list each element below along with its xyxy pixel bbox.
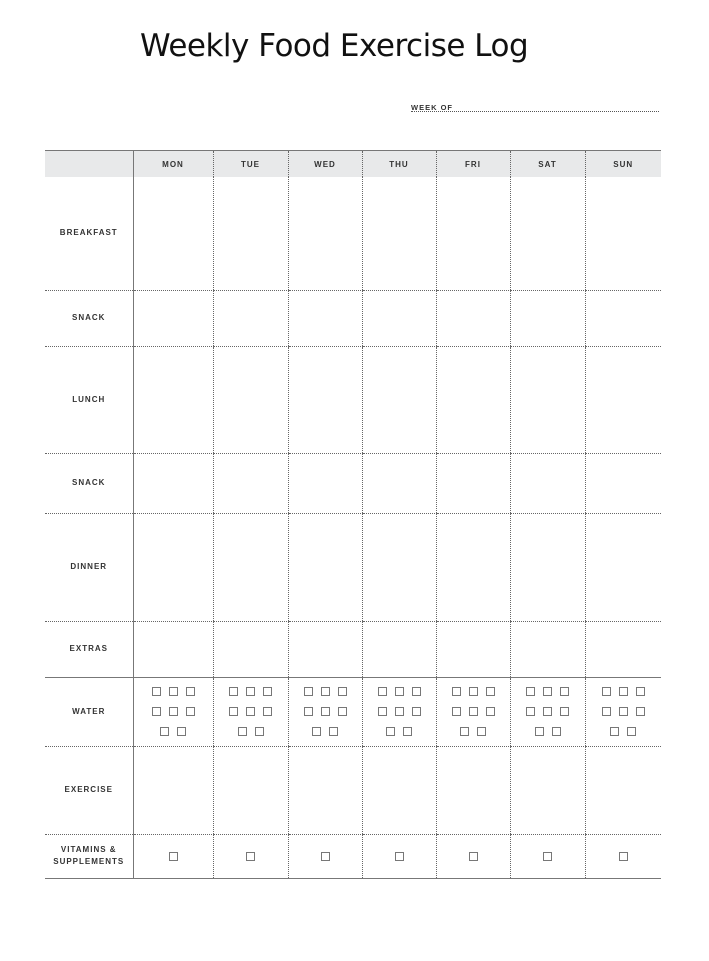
water-checkbox-thu-1[interactable] — [378, 687, 387, 696]
water-checkbox-thu-3[interactable] — [412, 687, 421, 696]
water-row — [45, 677, 661, 746]
water-checkbox-sat-7[interactable] — [535, 727, 544, 736]
dinner-cell-sun[interactable] — [585, 513, 661, 621]
vitamins-checkbox-sun[interactable] — [619, 852, 628, 861]
lunch-cell-sat[interactable] — [510, 346, 585, 453]
exercise-cell-thu[interactable] — [362, 746, 436, 834]
page-title: Weekly Food Exercise Log — [140, 28, 529, 64]
water-checkbox-sun-2[interactable] — [619, 687, 628, 696]
water-checkbox-wed-1[interactable] — [304, 687, 313, 696]
row-label-exercise: EXERCISE — [45, 746, 133, 834]
water-checkbox-sat-3[interactable] — [560, 687, 569, 696]
water-checkbox-sun-6[interactable] — [636, 707, 645, 716]
extras-cell-thu[interactable] — [362, 621, 436, 677]
lunch-cell-fri[interactable] — [436, 346, 510, 453]
water-checkbox-fri-5[interactable] — [469, 707, 478, 716]
water-checkbox-tue-7[interactable] — [238, 727, 247, 736]
water-cell-sat[interactable] — [510, 677, 585, 746]
breakfast-cell-sun[interactable] — [585, 177, 661, 290]
dinner-cell-wed[interactable] — [288, 513, 362, 621]
vitamins-cell-sat[interactable] — [510, 834, 585, 878]
water-checkbox-tue-6[interactable] — [263, 707, 272, 716]
water-checkbox-mon-5[interactable] — [169, 707, 178, 716]
snack-1-cell-tue[interactable] — [213, 290, 288, 346]
water-checkbox-fri-6[interactable] — [486, 707, 495, 716]
vitamins-checkbox-fri[interactable] — [469, 852, 478, 861]
extras-cell-fri[interactable] — [436, 621, 510, 677]
vitamins-cell-sun[interactable] — [585, 834, 661, 878]
lunch-cell-thu[interactable] — [362, 346, 436, 453]
extras-row — [45, 621, 661, 677]
breakfast-row — [45, 177, 661, 290]
lunch-cell-tue[interactable] — [213, 346, 288, 453]
water-cell-sun[interactable] — [585, 677, 661, 746]
dinner-cell-sat[interactable] — [510, 513, 585, 621]
exercise-cell-sat[interactable] — [510, 746, 585, 834]
header-day-fri: FRI — [436, 151, 510, 178]
water-checkbox-tue-2[interactable] — [246, 687, 255, 696]
water-checkbox-mon-2[interactable] — [169, 687, 178, 696]
water-checkbox-wed-5[interactable] — [321, 707, 330, 716]
water-checkbox-sat-2[interactable] — [543, 687, 552, 696]
vitamins-cell-wed[interactable] — [288, 834, 362, 878]
water-checkbox-mon-3[interactable] — [186, 687, 195, 696]
snack-1-cell-sun[interactable] — [585, 290, 661, 346]
lunch-row — [45, 346, 661, 453]
water-checkbox-thu-7[interactable] — [386, 727, 395, 736]
row-label-vitamins — [45, 834, 133, 878]
snack-1-cell-wed[interactable] — [288, 290, 362, 346]
row-label-breakfast: BREAKFAST — [45, 177, 133, 290]
vitamins-checkbox-wed[interactable] — [321, 852, 330, 861]
water-cell-tue[interactable] — [213, 677, 288, 746]
vitamins-cell-thu[interactable] — [362, 834, 436, 878]
water-checkbox-tue-8[interactable] — [255, 727, 264, 736]
header-day-mon: MON — [133, 151, 213, 178]
water-checkbox-sun-4[interactable] — [602, 707, 611, 716]
snack-1-cell-fri[interactable] — [436, 290, 510, 346]
row-label-snack-2: SNACK — [45, 453, 133, 513]
food-exercise-log-table — [45, 150, 661, 879]
week-of-label: WEEK OF — [411, 103, 453, 112]
snack-2-cell-fri[interactable] — [436, 453, 510, 513]
snack-2-cell-sun[interactable] — [585, 453, 661, 513]
breakfast-cell-fri[interactable] — [436, 177, 510, 290]
exercise-cell-sun[interactable] — [585, 746, 661, 834]
water-checkbox-fri-1[interactable] — [452, 687, 461, 696]
water-checkbox-sat-5[interactable] — [543, 707, 552, 716]
extras-cell-tue[interactable] — [213, 621, 288, 677]
day-header-row — [45, 151, 661, 178]
exercise-cell-tue[interactable] — [213, 746, 288, 834]
extras-cell-sat[interactable] — [510, 621, 585, 677]
exercise-cell-wed[interactable] — [288, 746, 362, 834]
breakfast-cell-wed[interactable] — [288, 177, 362, 290]
vitamins-checkbox-tue[interactable] — [246, 852, 255, 861]
snack-2-cell-mon[interactable] — [133, 453, 213, 513]
snack-1-cell-mon[interactable] — [133, 290, 213, 346]
row-label-vitamins-line1: VITAMINS & — [60, 845, 117, 854]
water-checkbox-fri-7[interactable] — [460, 727, 469, 736]
header-day-wed: WED — [288, 151, 362, 178]
water-checkbox-wed-7[interactable] — [312, 727, 321, 736]
vitamins-checkbox-sat[interactable] — [543, 852, 552, 861]
breakfast-cell-sat[interactable] — [510, 177, 585, 290]
lunch-cell-mon[interactable] — [133, 346, 213, 453]
water-checkbox-fri-4[interactable] — [452, 707, 461, 716]
water-checkbox-tue-4[interactable] — [229, 707, 238, 716]
snack-1-cell-thu[interactable] — [362, 290, 436, 346]
row-label-vitamins-line2: SUPPLEMENTS — [53, 857, 125, 866]
water-cell-mon[interactable] — [133, 677, 213, 746]
water-checkbox-mon-7[interactable] — [160, 727, 169, 736]
snack-row-1 — [45, 290, 661, 346]
water-checkbox-wed-8[interactable] — [329, 727, 338, 736]
water-checkbox-sat-8[interactable] — [552, 727, 561, 736]
dinner-cell-tue[interactable] — [213, 513, 288, 621]
breakfast-cell-mon[interactable] — [133, 177, 213, 290]
water-checkbox-fri-2[interactable] — [469, 687, 478, 696]
vitamins-cell-tue[interactable] — [213, 834, 288, 878]
week-of-field[interactable] — [411, 97, 659, 112]
water-checkbox-thu-2[interactable] — [395, 687, 404, 696]
water-checkbox-thu-6[interactable] — [412, 707, 421, 716]
extras-cell-sun[interactable] — [585, 621, 661, 677]
snack-row-2 — [45, 453, 661, 513]
dinner-row — [45, 513, 661, 621]
water-checkbox-wed-3[interactable] — [338, 687, 347, 696]
dinner-cell-mon[interactable] — [133, 513, 213, 621]
snack-2-cell-tue[interactable] — [213, 453, 288, 513]
header-day-tue: TUE — [213, 151, 288, 178]
row-label-lunch: LUNCH — [45, 346, 133, 453]
breakfast-cell-thu[interactable] — [362, 177, 436, 290]
water-cell-fri[interactable] — [436, 677, 510, 746]
row-label-water: WATER — [45, 677, 133, 746]
water-checkbox-sun-1[interactable] — [602, 687, 611, 696]
dinner-cell-fri[interactable] — [436, 513, 510, 621]
water-checkbox-wed-6[interactable] — [338, 707, 347, 716]
water-checkbox-sat-6[interactable] — [560, 707, 569, 716]
water-checkbox-mon-1[interactable] — [152, 687, 161, 696]
lunch-cell-wed[interactable] — [288, 346, 362, 453]
water-cell-thu[interactable] — [362, 677, 436, 746]
water-checkbox-thu-5[interactable] — [395, 707, 404, 716]
water-checkbox-sun-8[interactable] — [627, 727, 636, 736]
water-checkbox-mon-8[interactable] — [177, 727, 186, 736]
row-label-dinner: DINNER — [45, 513, 133, 621]
water-checkbox-tue-5[interactable] — [246, 707, 255, 716]
lunch-cell-sun[interactable] — [585, 346, 661, 453]
breakfast-cell-tue[interactable] — [213, 177, 288, 290]
row-label-extras: EXTRAS — [45, 621, 133, 677]
header-day-thu: THU — [362, 151, 436, 178]
exercise-cell-mon[interactable] — [133, 746, 213, 834]
vitamins-checkbox-mon[interactable] — [169, 852, 178, 861]
water-checkbox-sun-7[interactable] — [610, 727, 619, 736]
row-label-snack: SNACK — [45, 290, 133, 346]
water-cell-wed[interactable] — [288, 677, 362, 746]
water-checkbox-mon-6[interactable] — [186, 707, 195, 716]
exercise-cell-fri[interactable] — [436, 746, 510, 834]
header-day-sat: SAT — [510, 151, 585, 178]
header-day-sun: SUN — [585, 151, 661, 178]
water-checkbox-sun-3[interactable] — [636, 687, 645, 696]
snack-2-cell-sat[interactable] — [510, 453, 585, 513]
vitamins-checkbox-thu[interactable] — [395, 852, 404, 861]
water-checkbox-wed-2[interactable] — [321, 687, 330, 696]
vitamins-cell-fri[interactable] — [436, 834, 510, 878]
water-checkbox-sun-5[interactable] — [619, 707, 628, 716]
water-checkbox-thu-4[interactable] — [378, 707, 387, 716]
snack-2-cell-thu[interactable] — [362, 453, 436, 513]
exercise-row — [45, 746, 661, 834]
water-checkbox-fri-8[interactable] — [477, 727, 486, 736]
extras-cell-mon[interactable] — [133, 621, 213, 677]
extras-cell-wed[interactable] — [288, 621, 362, 677]
water-checkbox-sat-1[interactable] — [526, 687, 535, 696]
water-checkbox-wed-4[interactable] — [304, 707, 313, 716]
water-checkbox-thu-8[interactable] — [403, 727, 412, 736]
water-checkbox-mon-4[interactable] — [152, 707, 161, 716]
water-checkbox-tue-1[interactable] — [229, 687, 238, 696]
vitamins-cell-mon[interactable] — [133, 834, 213, 878]
dinner-cell-thu[interactable] — [362, 513, 436, 621]
water-checkbox-sat-4[interactable] — [526, 707, 535, 716]
water-checkbox-tue-3[interactable] — [263, 687, 272, 696]
snack-1-cell-sat[interactable] — [510, 290, 585, 346]
snack-2-cell-wed[interactable] — [288, 453, 362, 513]
header-corner — [45, 151, 133, 178]
vitamins-row — [45, 834, 661, 878]
water-checkbox-fri-3[interactable] — [486, 687, 495, 696]
